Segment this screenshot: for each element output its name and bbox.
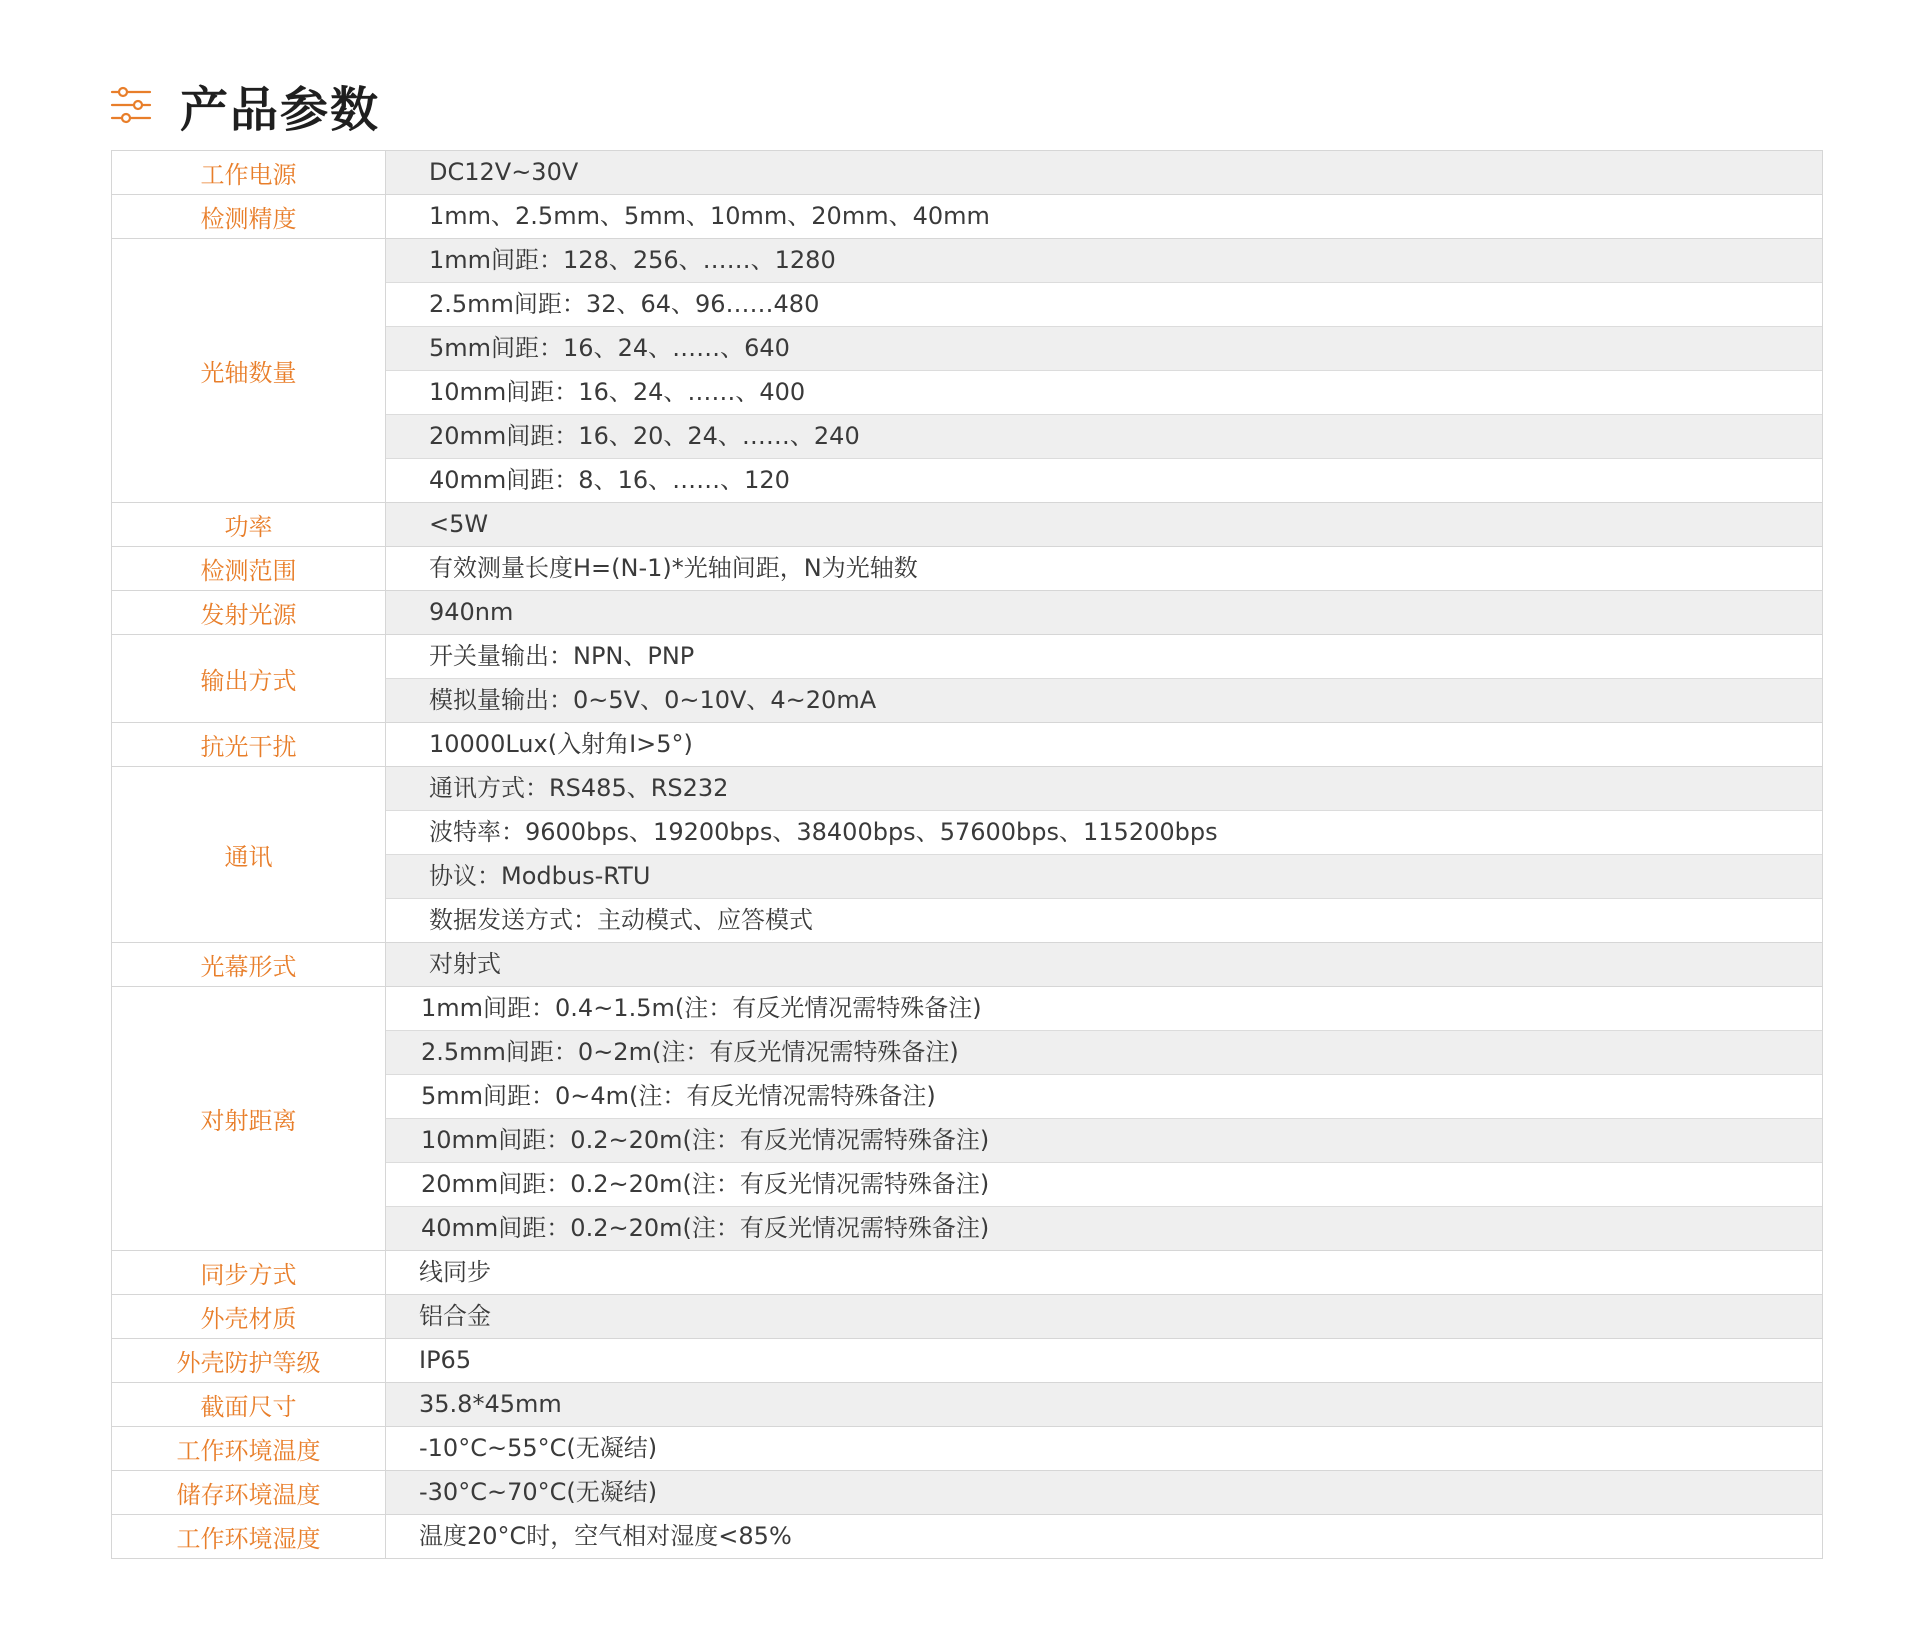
spec-value: DC12V~30V bbox=[386, 151, 1822, 194]
spec-value: 模拟量输出：0~5V、0~10V、4~20mA bbox=[386, 679, 1822, 722]
spec-row bbox=[112, 635, 1822, 723]
spec-values bbox=[386, 1339, 1822, 1382]
spec-row bbox=[112, 547, 1822, 591]
spec-values bbox=[386, 1515, 1822, 1558]
spec-values bbox=[386, 723, 1822, 766]
spec-value: 35.8*45mm bbox=[386, 1383, 1822, 1426]
spec-value: 40mm间距：0.2~20m(注：有反光情况需特殊备注) bbox=[386, 1207, 1822, 1250]
spec-table bbox=[111, 150, 1823, 1559]
spec-row bbox=[112, 723, 1822, 767]
spec-values bbox=[386, 547, 1822, 590]
spec-values bbox=[386, 1383, 1822, 1426]
spec-row bbox=[112, 151, 1822, 195]
spec-values bbox=[386, 195, 1822, 238]
spec-value: IP65 bbox=[419, 1346, 472, 1374]
spec-row bbox=[112, 1427, 1822, 1471]
spec-label: 储存环境温度 bbox=[112, 1471, 386, 1514]
spec-value: 温度20°C时，空气相对湿度<85% bbox=[419, 1522, 792, 1550]
spec-row bbox=[112, 1295, 1822, 1339]
spec-row bbox=[112, 987, 1822, 1251]
spec-values bbox=[386, 635, 1822, 722]
spec-value: 5mm间距：0~4m(注：有反光情况需特殊备注) bbox=[386, 1075, 1822, 1119]
spec-row bbox=[112, 195, 1822, 239]
spec-value: -10°C~55°C(无凝结) bbox=[419, 1434, 658, 1462]
spec-value: 波特率：9600bps、19200bps、38400bps、57600bps、115200bps bbox=[386, 811, 1822, 855]
spec-value: 开关量输出：NPN、PNP bbox=[386, 635, 1822, 679]
spec-label: 检测精度 bbox=[112, 195, 386, 238]
spec-value: 2.5mm间距：0~2m(注：有反光情况需特殊备注) bbox=[386, 1031, 1822, 1075]
spec-value: 20mm间距：16、20、24、……、240 bbox=[386, 415, 1822, 459]
spec-label: 外壳防护等级 bbox=[112, 1339, 386, 1382]
spec-values bbox=[386, 239, 1822, 502]
spec-value: 940nm bbox=[386, 591, 1822, 634]
spec-row bbox=[112, 591, 1822, 635]
spec-value: 10mm间距：16、24、……、400 bbox=[386, 371, 1822, 415]
spec-values bbox=[386, 1471, 1822, 1514]
spec-label: 截面尺寸 bbox=[112, 1383, 386, 1426]
spec-row bbox=[112, 1515, 1822, 1559]
spec-label: 检测范围 bbox=[112, 547, 386, 590]
spec-value: 1mm、2.5mm、5mm、10mm、20mm、40mm bbox=[429, 202, 990, 230]
spec-value: 20mm间距：0.2~20m(注：有反光情况需特殊备注) bbox=[386, 1163, 1822, 1207]
spec-value: 10000Lux(入射角I>5°) bbox=[429, 730, 693, 758]
spec-values bbox=[386, 1427, 1822, 1470]
spec-row bbox=[112, 239, 1822, 503]
spec-values bbox=[386, 767, 1822, 942]
spec-row bbox=[112, 943, 1822, 987]
spec-value: 协议：Modbus-RTU bbox=[386, 855, 1822, 899]
spec-label: 工作环境温度 bbox=[112, 1427, 386, 1470]
spec-label: 通讯 bbox=[112, 767, 386, 942]
spec-values bbox=[386, 1251, 1822, 1294]
spec-value: -30°C~70°C(无凝结) bbox=[386, 1471, 1822, 1514]
spec-label: 外壳材质 bbox=[112, 1295, 386, 1338]
spec-row bbox=[112, 767, 1822, 943]
spec-row bbox=[112, 1251, 1822, 1295]
spec-values bbox=[386, 503, 1822, 546]
spec-value: 1mm间距：0.4~1.5m(注：有反光情况需特殊备注) bbox=[386, 987, 1822, 1031]
sliders-icon bbox=[110, 84, 152, 126]
spec-row bbox=[112, 1383, 1822, 1427]
spec-value: 1mm间距：128、256、……、1280 bbox=[386, 239, 1822, 283]
spec-values bbox=[386, 943, 1822, 986]
spec-label: 光轴数量 bbox=[112, 239, 386, 502]
spec-value: <5W bbox=[386, 503, 1822, 546]
spec-label: 工作电源 bbox=[112, 151, 386, 194]
spec-label: 光幕形式 bbox=[112, 943, 386, 986]
spec-value: 5mm间距：16、24、……、640 bbox=[386, 327, 1822, 371]
spec-values bbox=[386, 1295, 1822, 1338]
spec-value: 有效测量长度H=(N-1)*光轴间距，N为光轴数 bbox=[429, 554, 918, 582]
spec-label: 输出方式 bbox=[112, 635, 386, 722]
spec-row bbox=[112, 1471, 1822, 1515]
spec-label: 功率 bbox=[112, 503, 386, 546]
spec-row bbox=[112, 1339, 1822, 1383]
spec-label: 抗光干扰 bbox=[112, 723, 386, 766]
spec-value: 2.5mm间距：32、64、96……480 bbox=[386, 283, 1822, 327]
page-title: 产品参数 bbox=[180, 81, 381, 138]
spec-value: 10mm间距：0.2~20m(注：有反光情况需特殊备注) bbox=[386, 1119, 1822, 1163]
spec-value: 铝合金 bbox=[386, 1295, 1822, 1338]
spec-value: 对射式 bbox=[386, 943, 1822, 986]
spec-value: 线同步 bbox=[419, 1258, 491, 1286]
spec-value: 数据发送方式：主动模式、应答模式 bbox=[429, 906, 813, 934]
spec-values bbox=[386, 987, 1822, 1250]
spec-label: 同步方式 bbox=[112, 1251, 386, 1294]
spec-value: 通讯方式：RS485、RS232 bbox=[386, 767, 1822, 811]
section-header bbox=[110, 70, 380, 140]
spec-row bbox=[112, 503, 1822, 547]
spec-label: 对射距离 bbox=[112, 987, 386, 1250]
spec-label: 工作环境湿度 bbox=[112, 1515, 386, 1558]
spec-values bbox=[386, 151, 1822, 194]
spec-value: 40mm间距：8、16、……、120 bbox=[429, 466, 790, 494]
spec-label: 发射光源 bbox=[112, 591, 386, 634]
spec-values bbox=[386, 591, 1822, 634]
